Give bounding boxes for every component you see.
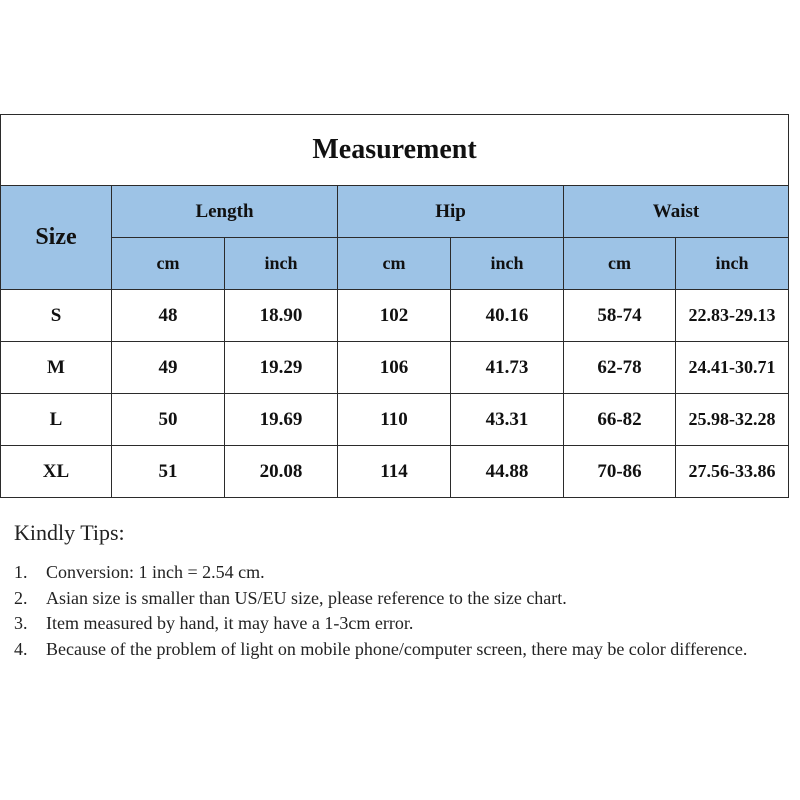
hip-inch-cell: 43.31 (451, 394, 564, 446)
length-cm-cell: 48 (112, 290, 225, 342)
table-row-s (1, 290, 789, 342)
waist-inch-cell: 24.41-30.71 (676, 342, 789, 394)
size-cell: XL (1, 446, 112, 498)
table-title: Measurement (1, 115, 789, 186)
unit-header-length-inch: inch (225, 238, 338, 290)
table-row-xl (1, 446, 789, 498)
length-inch-cell: 20.08 (225, 446, 338, 498)
waist-header: Waist (564, 186, 789, 238)
hip-header: Hip (338, 186, 564, 238)
waist-inch-cell: 27.56-33.86 (676, 446, 789, 498)
tip-number: 4. (14, 638, 28, 659)
size-chart-table (0, 114, 789, 498)
size-cell: S (1, 290, 112, 342)
tips-title: Kindly Tips: (14, 520, 125, 545)
tip-item (14, 637, 784, 663)
tip-text: Asian size is smaller than US/EU size, please reference to the size chart. (46, 587, 567, 608)
length-inch-cell: 19.29 (225, 342, 338, 394)
tip-number: 2. (14, 587, 28, 608)
unit-header-hip-inch: inch (451, 238, 564, 290)
length-cm-cell: 51 (112, 446, 225, 498)
hip-inch-cell: 40.16 (451, 290, 564, 342)
table-row-l (1, 394, 789, 446)
hip-cm-cell: 114 (338, 446, 451, 498)
length-cm-cell: 50 (112, 394, 225, 446)
length-inch-cell: 18.90 (225, 290, 338, 342)
waist-inch-cell: 25.98-32.28 (676, 394, 789, 446)
tip-number: 1. (14, 562, 28, 582)
size-cell: M (1, 342, 112, 394)
tips-list (14, 560, 784, 662)
kindly-tips (14, 520, 784, 662)
tip-number: 3. (14, 613, 28, 633)
size-cell: L (1, 394, 112, 446)
waist-cm-cell: 62-78 (564, 342, 676, 394)
waist-cm-cell: 58-74 (564, 290, 676, 342)
unit-header-length-cm: cm (112, 238, 225, 290)
hip-inch-cell: 44.88 (451, 446, 564, 498)
unit-header-waist-cm: cm (564, 238, 676, 290)
waist-inch-cell: 22.83-29.13 (676, 290, 789, 342)
unit-header-hip-cm: cm (338, 238, 451, 290)
unit-header-row (1, 238, 789, 290)
length-header: Length (112, 186, 338, 238)
unit-header-waist-inch: inch (676, 238, 789, 290)
hip-cm-cell: 106 (338, 342, 451, 394)
waist-cm-cell: 66-82 (564, 394, 676, 446)
tip-text: Conversion: 1 inch = 2.54 cm. (46, 562, 265, 582)
hip-cm-cell: 110 (338, 394, 451, 446)
hip-inch-cell: 41.73 (451, 342, 564, 394)
tip-text: Item measured by hand, it may have a 1-3cm error. (46, 613, 414, 633)
length-inch-cell: 19.69 (225, 394, 338, 446)
group-header-row (1, 186, 789, 238)
tip-text: Because of the problem of light on mobile phone/computer screen, there may be color difference. (46, 638, 748, 659)
tip-item (14, 611, 784, 637)
hip-cm-cell: 102 (338, 290, 451, 342)
title-row (1, 115, 789, 186)
size-header: Size (1, 186, 112, 290)
waist-cm-cell: 70-86 (564, 446, 676, 498)
length-cm-cell: 49 (112, 342, 225, 394)
table-row-m (1, 342, 789, 394)
tip-item (14, 560, 784, 586)
tip-item (14, 586, 784, 612)
